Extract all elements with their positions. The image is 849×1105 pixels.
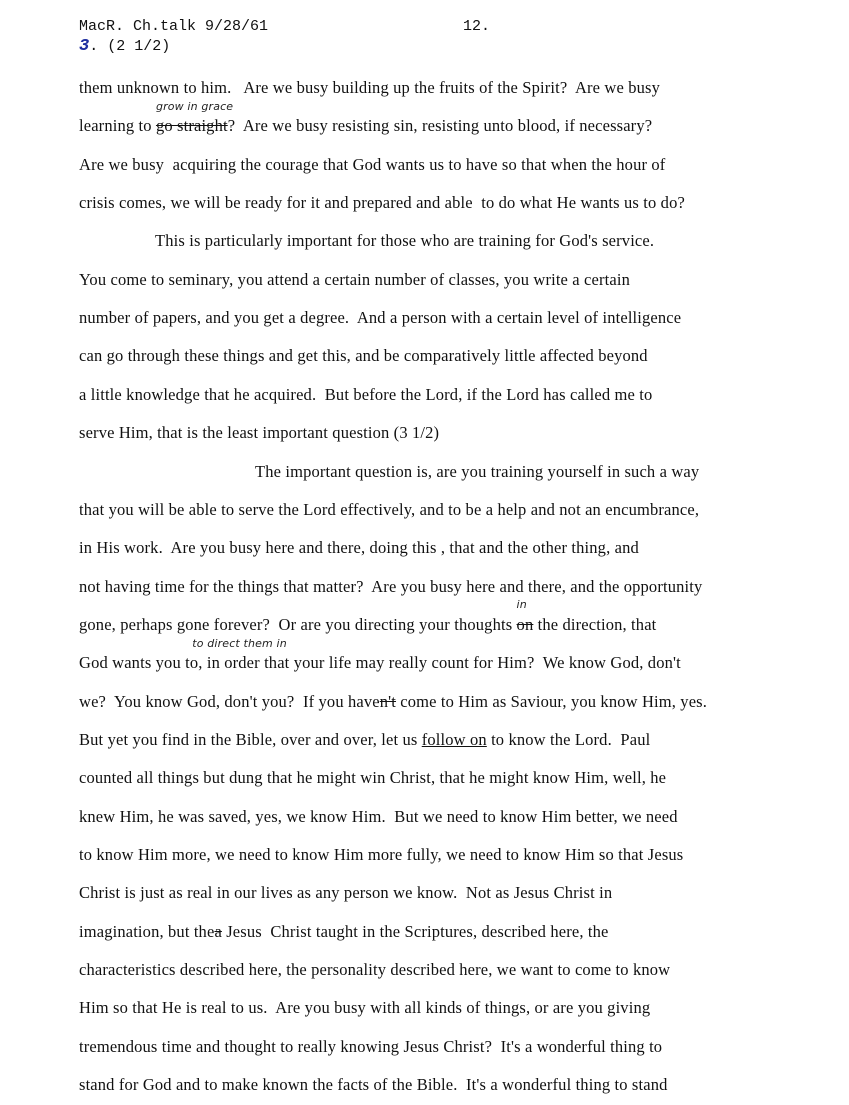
text-line: a little knowledge that he acquired. But before the Lord, if the Lord has called me to	[79, 384, 653, 404]
text-line: stand for God and to make known the facts of the Bible. It's a wonderful thing to stand	[79, 1075, 668, 1095]
underlined-text: follow on	[421, 729, 487, 749]
line-text: God wants you to	[79, 653, 199, 673]
text-line: not having time for the things that matter? Are you busy here and there, and the opportunity	[79, 576, 703, 596]
handwritten-annotation: grow in grace	[155, 100, 234, 114]
text-line: can go through these things and get this, and be comparatively little affected beyond	[79, 346, 648, 366]
line-text: we? You know God, don't you? If you have	[79, 691, 380, 711]
line-text: to know the Lord. Paul	[486, 729, 651, 749]
struck-text: on in	[517, 615, 534, 634]
handwritten-annotation: in	[516, 597, 527, 611]
text-line: serve Him, that is the least important question (3 1/2)	[79, 423, 440, 443]
line-text: But yet you find in the Bible, over and over, let us	[79, 729, 422, 749]
line-text: ? Are we busy resisting sin, resisting unto blood, if necessary?	[227, 116, 653, 136]
struck-text: a	[214, 921, 222, 941]
struck-text: go straight grow in grace	[156, 116, 228, 135]
handwritten-annotation: to direct them in	[192, 637, 287, 651]
document-reference: MacR. Ch.talk 9/28/61	[79, 18, 269, 35]
line-text: the direction, that	[533, 614, 657, 634]
line-text: Jesus Christ taught in the Scriptures, described here, the	[221, 921, 609, 941]
section-timing: . (2 1/2)	[89, 38, 171, 55]
text-line: Christ is just as real in our lives as any person we know. Not as Jesus Christ in	[79, 883, 613, 903]
text-line: crisis comes, we will be ready for it and prepared and able to do what He wants us to do?	[79, 193, 685, 213]
text-line: This is particularly important for those who are training for God's service.	[155, 231, 655, 251]
text-line: Are we busy acquiring the courage that God wants us to have so that when the hour of	[79, 154, 666, 174]
line-text: come to Him as Saviour, you know Him, yes.	[396, 691, 708, 711]
text-line	[79, 637, 681, 673]
text-line	[79, 730, 650, 750]
line-text: gone, perhaps gone forever? Or are you directing your thoughts	[79, 614, 517, 634]
text-line: Him so that He is real to us. Are you busy with all kinds of things, or are you giving	[79, 998, 651, 1018]
text-line: tremendous time and thought to really knowing Jesus Christ? It's a wonderful thing to	[79, 1036, 663, 1056]
text-line: You come to seminary, you attend a certain number of classes, you write a certain	[79, 269, 630, 289]
text-line: them unknown to him. Are we busy building up the fruits of the Spirit? Are we busy	[79, 78, 661, 97]
text-line	[79, 692, 707, 712]
text-line: characteristics described here, the personality described here, we want to come to know	[79, 960, 671, 980]
handwritten-section-mark: 3	[79, 37, 90, 56]
text-line: The important question is, are you training yourself in such a way	[255, 461, 700, 481]
text-line: knew Him, he was saved, yes, we know Him. But we need to know Him better, we need	[79, 806, 678, 826]
line-text: imagination, but the	[79, 921, 215, 941]
line-text: learning to	[79, 116, 156, 136]
text-line: to know Him more, we need to know Him more fully, we need to know Him so that Jesus	[79, 845, 684, 864]
line-text: , in order that your life may really count for Him? We know God, don't	[198, 653, 681, 673]
text-line	[79, 100, 653, 136]
text-line: in His work. Are you busy here and there, doing this , that and the other thing, and	[79, 538, 639, 558]
text-line: number of papers, and you get a degree. And a person with a certain level of intelligence	[79, 308, 682, 328]
section-label	[79, 37, 170, 56]
page-number: 12.	[463, 18, 491, 35]
struck-text: n't	[379, 691, 397, 711]
text-line	[79, 922, 609, 942]
text-line	[79, 597, 657, 635]
text-line: counted all things but dung that he might win Christ, that he might know Him, well, he	[79, 768, 667, 788]
text-line: that you will be able to serve the Lord effectively, and to be a help and not an encumbrance,	[79, 499, 700, 519]
